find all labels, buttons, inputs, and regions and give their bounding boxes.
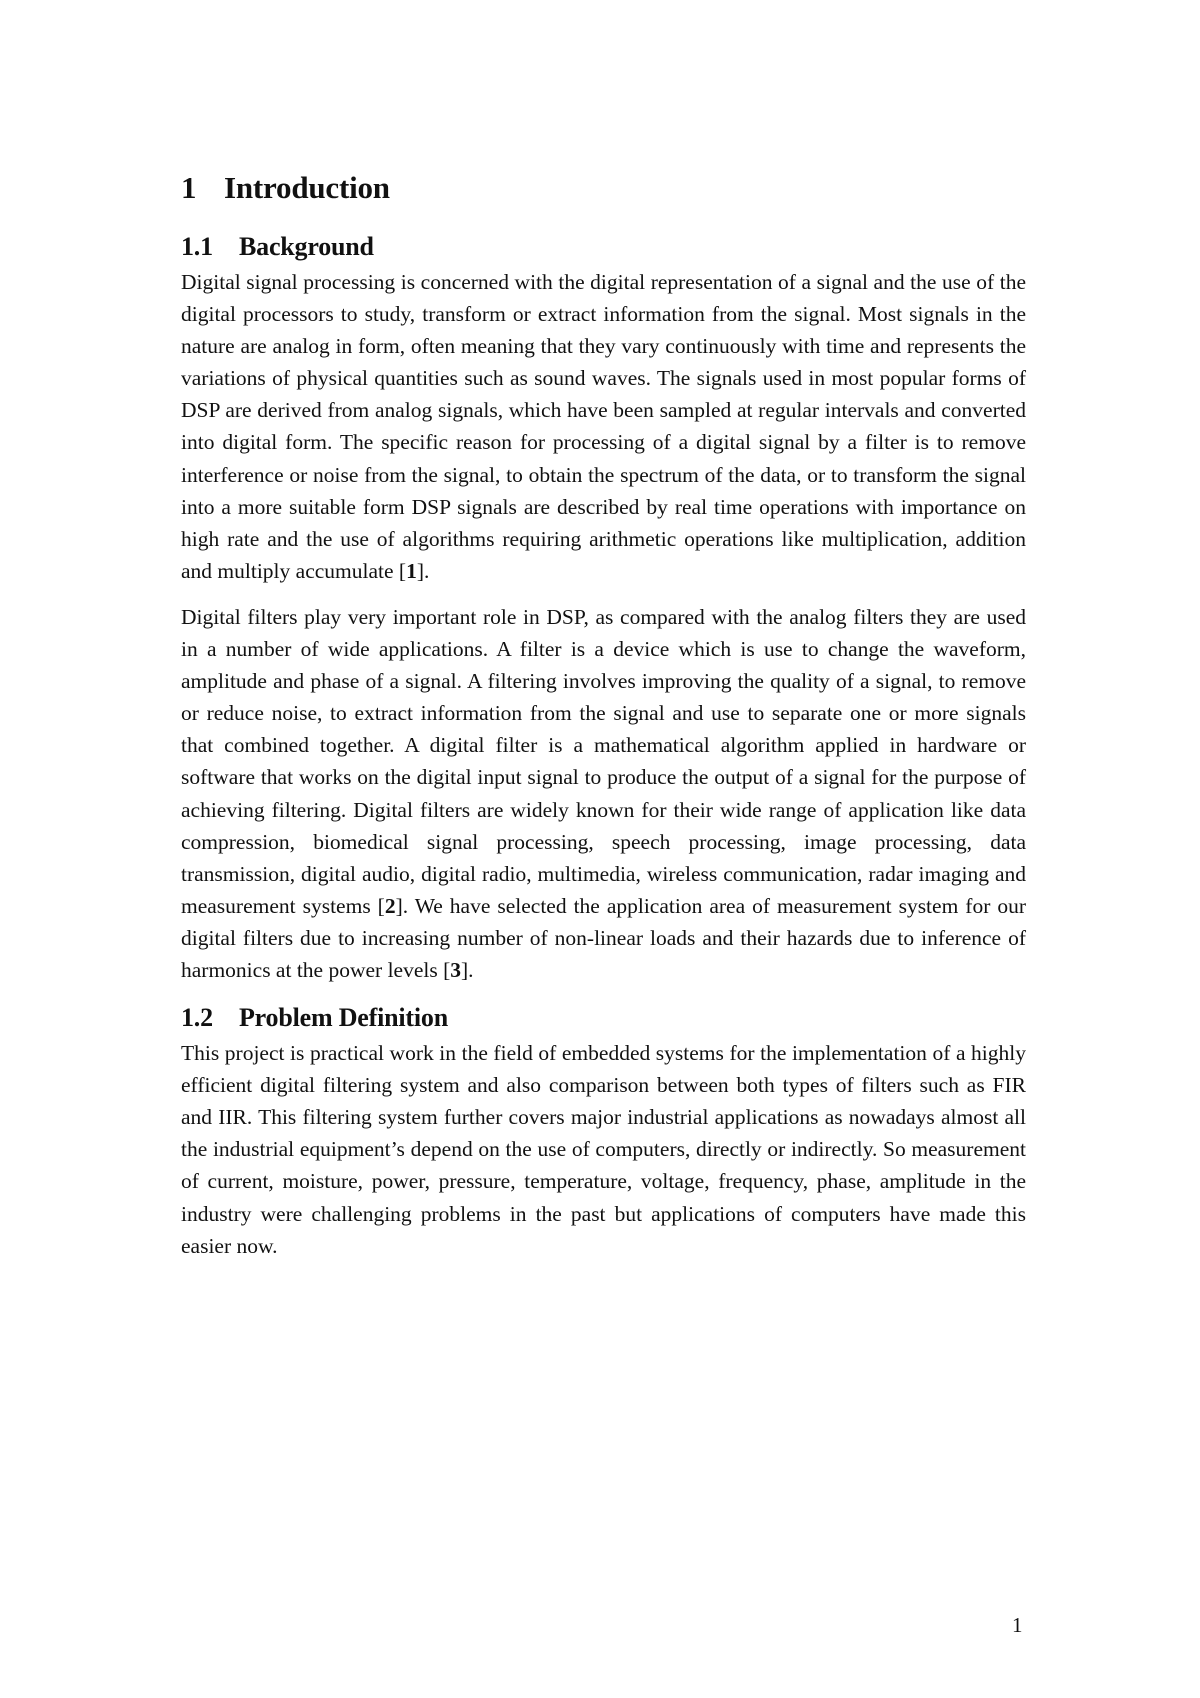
paragraph-text: Digital filters play very important role in DSP, as compared with the analog filters they are used in a number of wide applications. A filter is a device which is use to change the waveform, amplitude and phase of a signal. A filtering involves improving the quality of a signal, to remove or reduce noise, to extract information from the signal and use to separate one or more signals that combined together. A digital filter is a mathematical algorithm applied in hardware or software that works on the digital input signal to produce the output of a signal for the purpose of achieving filtering. Digital filters are widely known for their wide range of application like data compression, biomedical signal processing, speech processing, image processing, data transmission, digital audio, digital radio, multimedia, wireless communication, radar imaging and measurement systems [ <box>181 604 1026 918</box>
paragraph <box>181 266 1026 587</box>
citation-number: 2 <box>384 893 396 918</box>
section-number: 1.1 <box>181 232 213 261</box>
chapter-number: 1 <box>181 170 197 205</box>
chapter-title: Introduction <box>224 170 390 205</box>
section-title: Problem Definition <box>239 1003 448 1033</box>
section-heading <box>181 230 1026 264</box>
paragraph-text: ]. <box>461 957 474 982</box>
section-number: 1.2 <box>181 1003 213 1033</box>
section-title: Background <box>239 232 374 261</box>
section-background <box>181 230 1026 986</box>
chapter-heading <box>181 168 1026 208</box>
citation-number: 3 <box>450 957 462 982</box>
section-problem-definition <box>181 1001 1026 1262</box>
paragraph-text: ]. <box>416 558 430 583</box>
section-heading <box>181 1001 1026 1035</box>
page-number: 1 <box>1012 1613 1023 1637</box>
paragraph-text: This project is practical work in the field of embedded systems for the implementation of a highly efficient digital filtering system and also comparison between both types of filters such as FIR and IIR. This filtering system further covers major industrial applications as nowadays almost all the industrial equipment’s depend on the use of computers, directly or indirectly. So measurement of current, moisture, power, pressure, temperature, voltage, frequency, phase, amplitude in the industry were challenging problems in the past but applications of computers have made this easier now. <box>181 1041 1026 1258</box>
citation-number: 1 <box>406 558 417 583</box>
paragraph <box>181 1037 1026 1262</box>
page-content <box>181 168 1026 1262</box>
paragraph-text: Digital signal processing is concerned with the digital representation of a signal and the use of the digital processors to study, transform or extract information from the signal. Most signals in the nature are analog in form, often meaning that they vary continuously with time and represents the variations of physical quantities such as sound waves. The signals used in most popular forms of DSP are derived from analog signals, which have been sampled at regular intervals and converted into digital form. The specific reason for processing of a digital signal by a filter is to remove interference or noise from the signal, to obtain the spectrum of the data, or to transform the signal into a more suitable form DSP signals are described by real time operations with importance on high rate and the use of algorithms requiring arithmetic operations like multiplication, addition and multiply accumulate [ <box>181 270 1026 583</box>
paragraph-text: ]. We have selected the application area of measurement system for our digital filters due to increasing number of non-linear loads and their hazards due to inference of harmonics at the power levels [ <box>181 893 1026 982</box>
paragraph <box>181 601 1026 986</box>
